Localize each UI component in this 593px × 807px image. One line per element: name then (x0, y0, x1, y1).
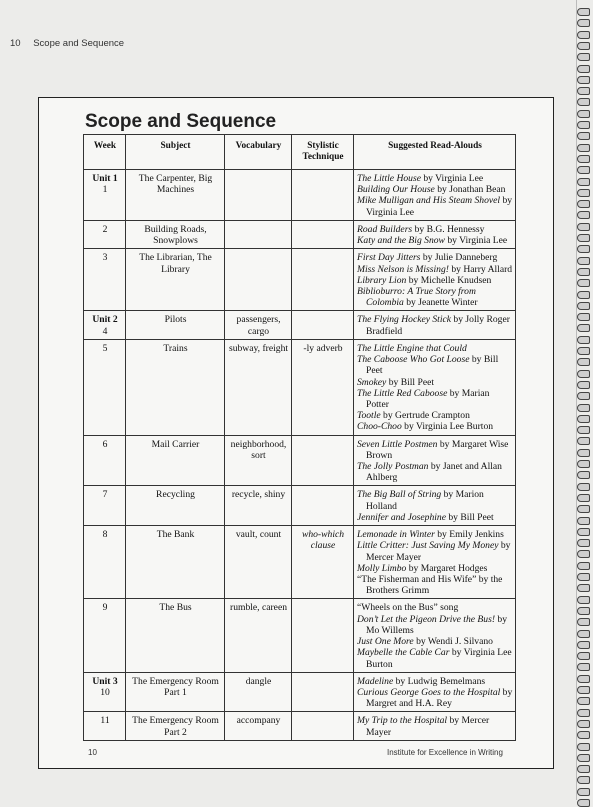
read-alouds-cell (354, 712, 516, 740)
spiral-coil (577, 539, 590, 547)
book-entry (357, 184, 513, 195)
spiral-coil (577, 211, 590, 219)
table-row (84, 435, 516, 486)
unit-label: Unit 1 (92, 173, 118, 184)
book-title: Don’t Let the Pigeon Drive the Bus! (357, 613, 496, 625)
book-author: by Bill Peet (386, 376, 434, 388)
spiral-coil (577, 132, 590, 140)
table-row (84, 486, 516, 526)
footer-publisher: Institute for Excellence in Writing (387, 748, 503, 757)
book-author: by Michelle Knudsen (406, 274, 492, 286)
spiral-coil (577, 245, 590, 253)
book-title: The Caboose Who Got Loose (357, 354, 470, 366)
spiral-coil (577, 76, 590, 84)
spiral-coil (577, 302, 590, 310)
week-cell (84, 220, 126, 248)
spiral-coil (577, 200, 590, 208)
spiral-coil (577, 257, 590, 265)
header-stylistic-technique: Stylistic Technique (292, 135, 354, 170)
book-title: Just One More (357, 636, 414, 648)
vocabulary-cell: vault, count (225, 526, 292, 599)
book-entry (357, 489, 513, 511)
week-number: 8 (102, 529, 108, 541)
header-page-number: 10 (10, 38, 21, 49)
book-entry (357, 173, 513, 184)
spiral-coil (577, 776, 590, 784)
spiral-coil (577, 279, 590, 287)
book-author: by Virginia Lee (366, 195, 513, 218)
spiral-coil (577, 550, 590, 558)
book-title: Lemonade in Winter (357, 529, 435, 541)
spiral-coil (577, 641, 590, 649)
spiral-coil (577, 313, 590, 321)
book-entry (357, 343, 513, 354)
spiral-coil (577, 426, 590, 434)
table-row (84, 249, 516, 311)
book-title: The Little Red Caboose (357, 387, 448, 399)
spiral-coil (577, 31, 590, 39)
spiral-coil (577, 743, 590, 751)
book-author: by Virginia Lee (444, 235, 508, 247)
spiral-coil (577, 392, 590, 400)
book-author: by Janet and Allan Ahlberg (366, 461, 502, 484)
book-author: by Jeanette Winter (403, 297, 478, 309)
book-entry (357, 235, 513, 246)
week-cell (84, 311, 126, 339)
book-entry (357, 540, 513, 562)
spiral-coil (577, 223, 590, 231)
book-author: by Margaret Wise Brown (366, 438, 509, 461)
table-row (84, 339, 516, 435)
spiral-coil (577, 618, 590, 626)
book-entry (357, 195, 513, 217)
book-title: The Little House (357, 173, 421, 184)
spiral-coil (577, 697, 590, 705)
book-entry (357, 676, 513, 687)
book-entry (357, 421, 513, 432)
spiral-coil (577, 731, 590, 739)
book-title: The Flying Hockey Stick (357, 314, 452, 326)
table-header-row (84, 135, 516, 170)
table-row (84, 599, 516, 672)
book-entry (357, 439, 513, 461)
week-cell (84, 486, 126, 526)
book-title: Library Lion (357, 274, 407, 286)
spiral-coil (577, 291, 590, 299)
week-number: 2 (102, 223, 108, 235)
header-section-title: Scope and Sequence (33, 38, 125, 49)
week-number: 5 (102, 342, 108, 354)
week-cell (84, 170, 126, 221)
book-title: Katy and the Big Snow (357, 235, 445, 247)
stylistic-technique-cell (292, 599, 354, 672)
book-title: Miss Nelson is Missing! (357, 263, 449, 275)
spiral-coil (577, 358, 590, 366)
week-number: 4 (102, 325, 108, 337)
spiral-coil (577, 494, 590, 502)
read-alouds-cell (354, 599, 516, 672)
spiral-coil (577, 652, 590, 660)
book-title: First Day Jitters (357, 252, 421, 264)
read-alouds-cell (354, 170, 516, 221)
spiral-coil (577, 720, 590, 728)
read-alouds-cell (354, 220, 516, 248)
spiral-coil (577, 53, 590, 61)
spiral-coil (577, 87, 590, 95)
book-entry (357, 636, 513, 647)
book-entry (357, 602, 513, 613)
subject-cell: The Bank (126, 526, 225, 599)
book-title: Little Critter: Just Saving My Money (357, 540, 499, 552)
book-title: Curious George Goes to the Hospital (357, 686, 501, 698)
stylistic-technique-cell (292, 435, 354, 486)
vocabulary-cell: neighborhood, sort (225, 435, 292, 486)
table-row (84, 712, 516, 740)
spiral-coil (577, 42, 590, 50)
week-cell (84, 672, 126, 712)
book-title: Smokey (357, 376, 387, 388)
spiral-coil (577, 562, 590, 570)
read-alouds-cell (354, 249, 516, 311)
read-alouds-cell (354, 672, 516, 712)
book-author: by Virginia Lee (420, 173, 484, 184)
spiral-coil (577, 166, 590, 174)
book-entry (357, 529, 513, 540)
read-alouds-cell (354, 526, 516, 599)
table-row (84, 220, 516, 248)
vocabulary-cell: accompany (225, 712, 292, 740)
spiral-coil (577, 370, 590, 378)
vocabulary-cell: passengers, cargo (225, 311, 292, 339)
spiral-coil (577, 65, 590, 73)
table-row (84, 526, 516, 599)
book-author: by Virginia Lee Burton (401, 421, 494, 433)
spiral-coil (577, 110, 590, 118)
week-cell (84, 599, 126, 672)
spiral-coil (577, 528, 590, 536)
spiral-coil (577, 607, 590, 615)
book-author: by Emily Jenkins (434, 529, 504, 541)
book-author: by Mercer Mayer (366, 540, 511, 563)
subject-cell: Building Roads, Snowplows (126, 220, 225, 248)
book-entry (357, 574, 513, 596)
book-entry (357, 512, 513, 523)
book-author: “The Fisherman and His Wife” by the Brothers Grimm (357, 574, 503, 597)
book-author: by Jonathan Bean (434, 184, 506, 196)
spiral-coil (577, 415, 590, 423)
vocabulary-cell: rumble, careen (225, 599, 292, 672)
book-entry (357, 264, 513, 275)
spiral-coil (577, 437, 590, 445)
spiral-coil (577, 155, 590, 163)
book-author: by B.G. Hennessy (412, 223, 485, 235)
spiral-coil (577, 189, 590, 197)
book-title: Building Our House (357, 184, 435, 196)
book-author: by Gertrude Crampton (380, 410, 470, 422)
unit-label: Unit 2 (92, 314, 118, 326)
spiral-coil (577, 483, 590, 491)
vocabulary-cell: dangle (225, 672, 292, 712)
book-author: by Margret and H.A. Rey (366, 686, 513, 710)
spiral-coil (577, 584, 590, 592)
book-entry (357, 314, 513, 336)
book-entry (357, 354, 513, 376)
page-title: Scope and Sequence (85, 111, 277, 132)
spiral-coil (577, 471, 590, 479)
stylistic-technique-cell (292, 220, 354, 248)
spiral-coil (577, 404, 590, 412)
subject-cell: Mail Carrier (126, 435, 225, 486)
subject-cell: The Emergency Room Part 1 (126, 672, 225, 712)
vocabulary-cell (225, 249, 292, 311)
book-entry (357, 388, 513, 410)
spiral-coil (577, 686, 590, 694)
stylistic-technique-cell (292, 486, 354, 526)
book-entry (357, 687, 513, 709)
spiral-coil (577, 573, 590, 581)
book-author: “Wheels on the Bus” song (357, 602, 459, 614)
book-entry (357, 614, 513, 636)
read-alouds-cell (354, 435, 516, 486)
spiral-coil (577, 336, 590, 344)
book-author: by Marion Holland (366, 489, 484, 512)
subject-cell: The Librarian, The Library (126, 249, 225, 311)
spiral-coil (577, 347, 590, 355)
week-number: 10 (100, 686, 110, 698)
subject-cell: Trains (126, 339, 225, 435)
spiral-binding (574, 0, 590, 800)
week-number: 9 (102, 602, 108, 614)
spiral-coil (577, 788, 590, 796)
spiral-coil (577, 121, 590, 129)
book-title: My Trip to the Hospital (357, 715, 448, 727)
stylistic-technique-cell (292, 249, 354, 311)
book-author: by Mercer Mayer (366, 715, 490, 738)
book-author: by Mo Willems (366, 613, 508, 636)
book-entry (357, 275, 513, 286)
spiral-coil (577, 19, 590, 27)
book-entry (357, 377, 513, 388)
book-author: by Jolly Roger Bradfield (366, 314, 510, 337)
book-entry (357, 715, 513, 737)
week-cell (84, 339, 126, 435)
spiral-coil (577, 234, 590, 242)
vocabulary-cell: subway, freight (225, 339, 292, 435)
header-suggested-read-alouds: Suggested Read-Alouds (354, 135, 516, 170)
spiral-coil (577, 449, 590, 457)
week-cell (84, 435, 126, 486)
spiral-coil (577, 596, 590, 604)
book-entry (357, 647, 513, 669)
book-author: by Ludwig Bemelmans (393, 675, 486, 687)
book-title: The Little Engine that Could (357, 342, 467, 354)
book-title: Choo-Choo (357, 421, 402, 433)
spiral-coil (577, 324, 590, 332)
vocabulary-cell (225, 220, 292, 248)
week-cell (84, 712, 126, 740)
stylistic-technique-cell (292, 170, 354, 221)
spiral-coil (577, 98, 590, 106)
book-author: by Wendi J. Silvano (413, 636, 493, 648)
spiral-coil (577, 268, 590, 276)
stylistic-technique-cell: who-which clause (292, 526, 354, 599)
week-number: 3 (102, 252, 108, 264)
vocabulary-cell (225, 170, 292, 221)
book-title: Jennifer and Josephine (357, 511, 446, 523)
book-title: Tootle (357, 410, 381, 422)
week-cell (84, 249, 126, 311)
book-entry (357, 410, 513, 421)
book-title: Seven Little Postmen (357, 438, 438, 450)
spiral-coil (577, 505, 590, 513)
table-row (84, 672, 516, 712)
book-entry (357, 224, 513, 235)
subject-cell: The Emergency Room Part 2 (126, 712, 225, 740)
header-subject: Subject (126, 135, 225, 170)
book-title: Biblioburro: A True Story from Colombia (357, 285, 476, 309)
week-number: 7 (102, 489, 108, 501)
book-author: by Bill Peet (366, 354, 499, 377)
spiral-coil (577, 144, 590, 152)
book-title: Road Builders (357, 223, 413, 235)
read-alouds-cell (354, 339, 516, 435)
spiral-coil (577, 754, 590, 762)
spiral-coil (577, 460, 590, 468)
subject-cell: The Bus (126, 599, 225, 672)
stylistic-technique-cell: -ly adverb (292, 339, 354, 435)
scope-sequence-table (83, 134, 516, 741)
subject-cell: The Carpenter, Big Machines (126, 170, 225, 221)
stylistic-technique-cell (292, 311, 354, 339)
spiral-coil (577, 765, 590, 773)
stylistic-technique-cell (292, 672, 354, 712)
week-number: 1 (102, 184, 108, 196)
unit-label: Unit 3 (92, 675, 118, 687)
book-title: Mike Mulligan and His Steam Shovel (357, 195, 501, 207)
spiral-coil (577, 663, 590, 671)
spiral-coil (577, 178, 590, 186)
spiral-coil (577, 517, 590, 525)
week-number: 6 (102, 438, 108, 450)
subject-cell: Recycling (126, 486, 225, 526)
stylistic-technique-cell (292, 712, 354, 740)
book-author: by Virginia Lee Burton (366, 647, 512, 670)
book-title: The Jolly Postman (357, 461, 429, 473)
spiral-coil (577, 675, 590, 683)
spiral-coil (577, 799, 590, 807)
book-entry (357, 252, 513, 263)
book-author: by Harry Allard (448, 263, 513, 275)
running-header (10, 38, 124, 49)
spiral-coil (577, 8, 590, 16)
table-row (84, 311, 516, 339)
book-entry (357, 461, 513, 483)
book-title: Madeline (357, 675, 394, 687)
week-number: 11 (100, 715, 110, 727)
book-author: by Marian Potter (366, 387, 490, 410)
subject-cell: Pilots (126, 311, 225, 339)
book-author: by Margaret Hodges (406, 562, 488, 574)
spiral-coil (577, 709, 590, 717)
week-cell (84, 526, 126, 599)
book-entry (357, 286, 513, 308)
book-title: Molly Limbo (357, 562, 407, 574)
footer-page-number: 10 (88, 748, 97, 757)
book-title: The Big Ball of String (357, 489, 442, 501)
spiral-coil (577, 381, 590, 389)
header-vocabulary: Vocabulary (225, 135, 292, 170)
book-author: by Julie Danneberg (420, 252, 498, 264)
vocabulary-cell: recycle, shiny (225, 486, 292, 526)
read-alouds-cell (354, 486, 516, 526)
book-title: Maybelle the Cable Car (357, 647, 450, 659)
table-row (84, 170, 516, 221)
header-week: Week (84, 135, 126, 170)
book-author: by Bill Peet (445, 511, 494, 523)
read-alouds-cell (354, 311, 516, 339)
spiral-coil (577, 630, 590, 638)
book-entry (357, 563, 513, 574)
